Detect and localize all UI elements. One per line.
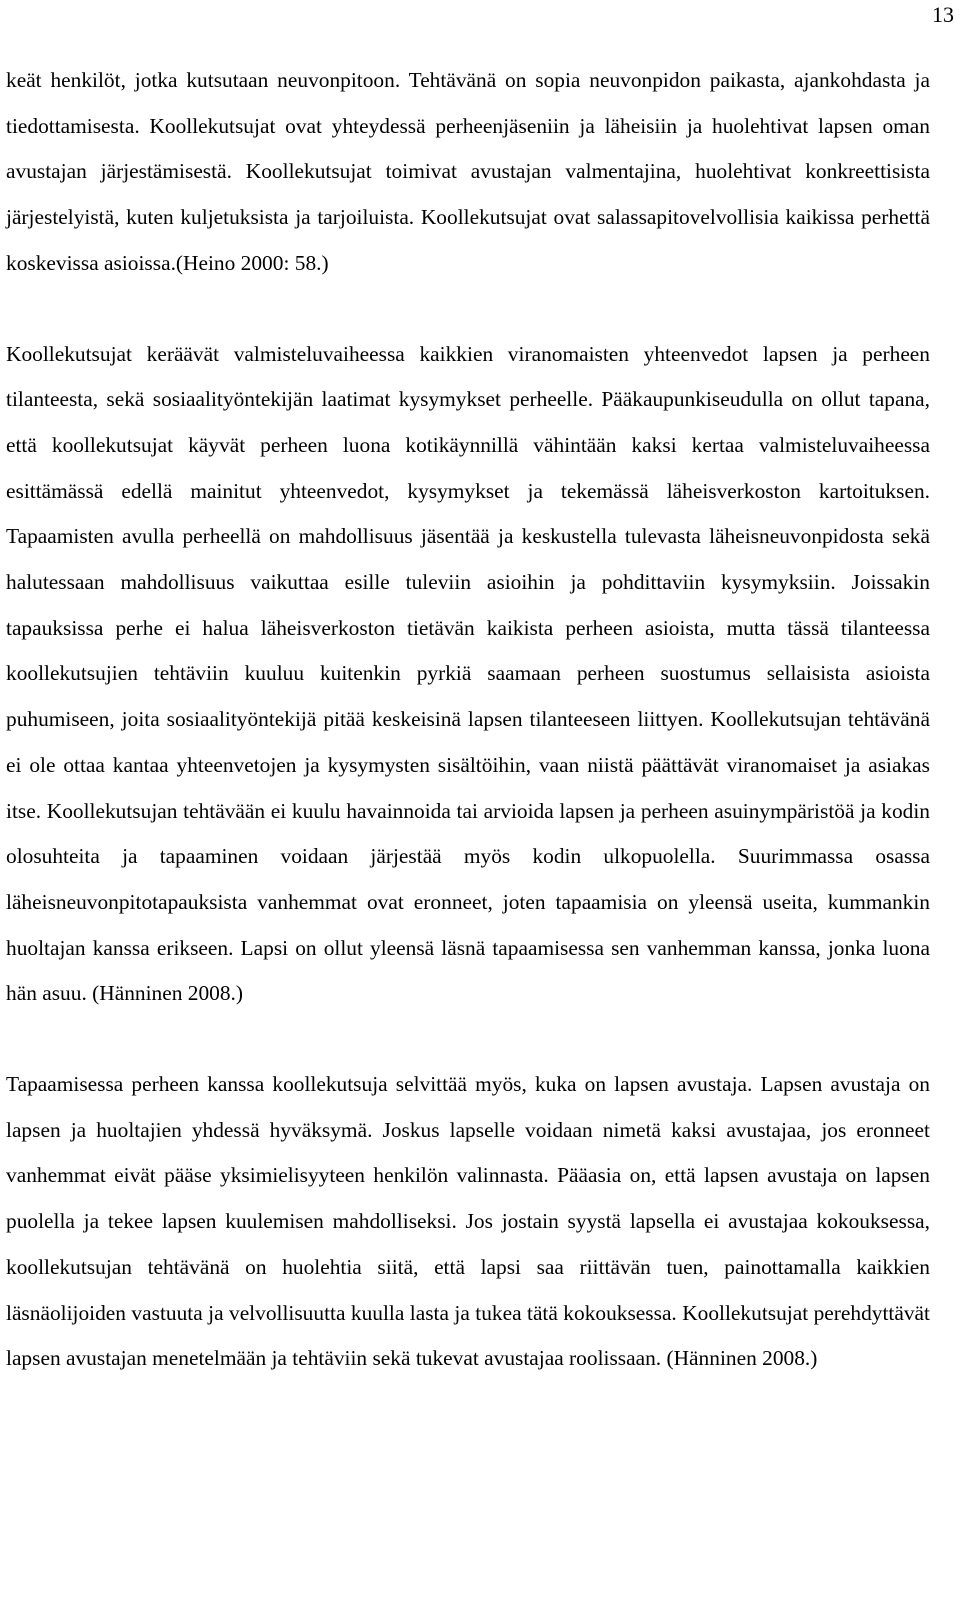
paragraph-1: keät henkilöt, jotka kutsutaan neuvonpitoon. Tehtävänä on sopia neuvonpidon paikasta, ajankohdasta ja tiedottamisesta. Koollekutsujat ovat yhteydessä perheenjäseniin ja läheisiin ja huolehtivat lapsen oman avustajan järjestämisestä. Koollekutsujat toimivat avustajan valmentajina, huolehtivat konkreettisista järjestelyistä, kuten kuljetuksista ja tarjoiluista. Koollekutsujat ovat salassapitovelvollisia kaikissa perhettä koskevissa asioissa.(Heino 2000: 58.) xyxy=(6,68,930,275)
paragraph-3: Tapaamisessa perheen kanssa koollekutsuja selvittää myös, kuka on lapsen avustaja. Lapsen avustaja on lapsen ja huoltajien yhdessä hyväksymä. Joskus lapselle voidaan nimetä kaksi avustajaa, jos eronneet vanhemmat eivät pääse yksimielisyyteen henkilön valinnasta. Pääasia on, että lapsen avustaja on lapsen puolella ja tekee lapsen kuulemisen mahdolliseksi. Jos jostain syystä lapsella ei avustajaa kokouksessa, koollekutsujan tehtävänä on huolehtia siitä, että lapsi saa riittävän tuen, painottamalla kaikkien läsnäolijoiden vastuuta ja velvollisuutta kuulla lasta ja tukea tätä kokouksessa. Koollekutsujat perehdyttävät lapsen avustajan menetelmään ja tehtäviin sekä tukevat avustajaa roolissaan. (Hänninen 2008.) xyxy=(6,1072,930,1371)
paragraph-2: Koollekutsujat keräävät valmisteluvaiheessa kaikkien viranomaisten yhteenvedot lapsen ja perheen tilanteesta, sekä sosiaalityöntekijän laatimat kysymykset perheelle. Pääkaupunkiseudulla on ollut tapana, että koollekutsujat käyvät perheen luona kotikäynnillä vähintään kaksi kertaa valmisteluvaiheessa esittämässä edellä mainitut yhteenvedot, kysymykset ja tekemässä läheisverkoston kartoituksen. Tapaamisten avulla perheellä on mahdollisuus jäsentää ja keskustella tulevasta läheisneuvonpidosta sekä halutessaan mahdollisuus vaikuttaa esille tuleviin asioihin ja pohdittaviin kysymyksiin. Joissakin tapauksissa perhe ei halua läheisverkoston tietävän kaikista perheen asioista, mutta tässä tilanteessa koollekutsujien tehtäviin kuuluu kuitenkin pyrkiä saamaan perheen suostumus sellaisista asioista puhumiseen, joita sosiaalityöntekijä pitää keskeisinä lapsen tilanteeseen liittyen. Koollekutsujan tehtävänä ei ole ottaa kantaa yhteenvetojen ja kysymysten sisältöihin, vaan niistä päättävät viranomaiset ja asiakas itse. Koollekutsujan tehtävään ei kuulu havainnoida tai arvioida lapsen ja perheen asuinympäristöä ja kodin olosuhteita ja tapaaminen voidaan järjestää myös kodin ulkopuolella. Suurimmassa osassa läheisneuvonpitotapauksista vanhemmat ovat eronneet, joten tapaamisia on yleensä useita, kummankin huoltajan kanssa erikseen. Lapsi on ollut yleensä läsnä tapaamisessa sen vanhemman kanssa, jonka luona hän asuu. (Hänninen 2008.) xyxy=(6,341,930,1006)
document-body xyxy=(6,58,930,1382)
page-number: 13 xyxy=(932,2,954,27)
